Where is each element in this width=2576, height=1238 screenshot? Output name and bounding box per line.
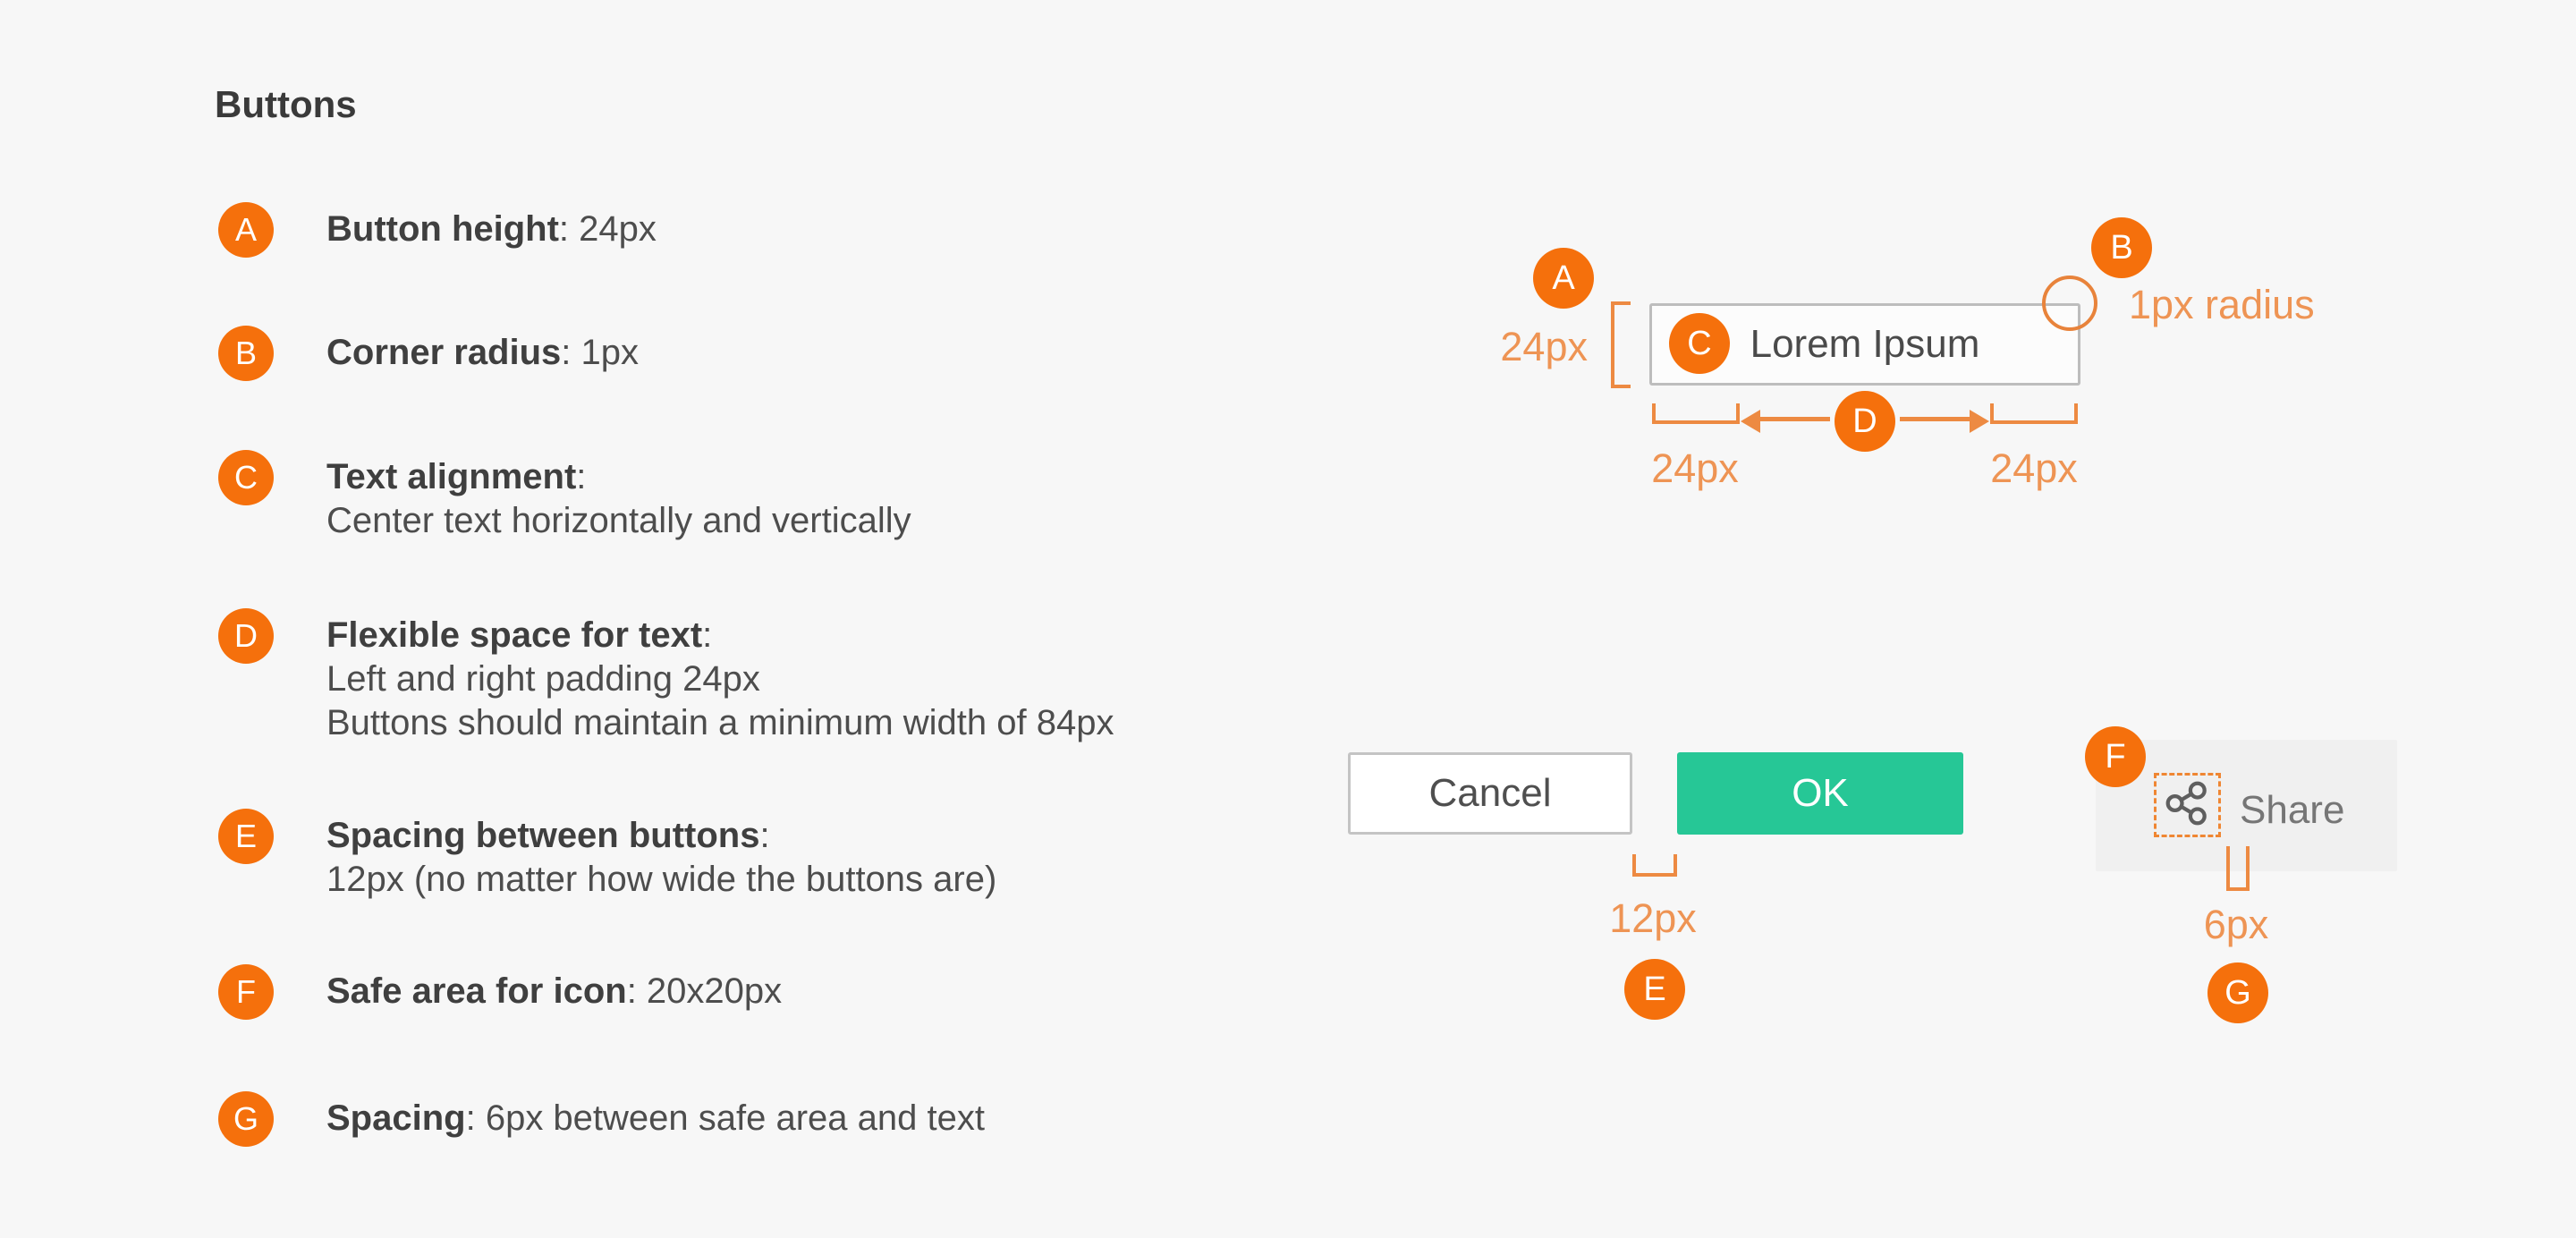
diagram-badge-b: B	[2091, 217, 2152, 278]
spec-row-f	[218, 964, 782, 1020]
right-padding-label: 24px	[1990, 445, 2078, 491]
spec-badge-g: G	[218, 1091, 274, 1147]
diagram-badge-a: A	[1533, 248, 1594, 309]
right-arrow-icon	[1970, 410, 1989, 433]
spec-line	[326, 208, 657, 251]
spec-row-c	[218, 450, 911, 543]
diagram-badge-c: C	[1669, 313, 1730, 374]
spec-badge-b: B	[218, 326, 274, 381]
spec-line: Left and right padding 24px	[326, 659, 760, 699]
cancel-button[interactable]: Cancel	[1348, 752, 1632, 835]
spec-badge-c: C	[218, 450, 274, 505]
spec-line: Buttons should maintain a minimum width of 84px	[326, 703, 1114, 742]
ok-button[interactable]: OK	[1677, 752, 1963, 835]
spec-line	[326, 614, 1114, 657]
spec-label-c: Text alignment	[326, 457, 577, 496]
spec-row-e	[218, 809, 996, 902]
spec-label-e: Spacing between buttons	[326, 816, 760, 855]
right-arrow-shaft	[1900, 417, 1970, 421]
spec-badge-f: F	[218, 964, 274, 1020]
spec-line: 12px (no matter how wide the buttons are)	[326, 860, 997, 899]
spec-badge-d: D	[218, 608, 274, 664]
icon-safe-area	[2154, 773, 2221, 837]
spec-line	[326, 814, 996, 858]
icon-text-gap-bracket	[2226, 846, 2250, 891]
share-button-label: Share	[2240, 788, 2345, 832]
spec-line	[326, 1097, 985, 1140]
right-padding-bracket	[1990, 403, 2078, 424]
icon-text-gap-label: 6px	[2203, 902, 2269, 947]
button-gap-bracket	[1632, 854, 1677, 877]
left-arrow-shaft	[1760, 417, 1830, 421]
corner-radius-circle	[2042, 276, 2097, 331]
spec-label-d: Flexible space for text	[326, 615, 703, 655]
spec-line	[326, 455, 911, 499]
spec-row-a	[218, 202, 657, 258]
diagram-badge-d: D	[1835, 391, 1895, 452]
lorem-ipsum-button[interactable]: Lorem Ipsum	[1649, 303, 2080, 386]
spec-row-d	[218, 608, 1114, 745]
button-gap-label: 12px	[1609, 895, 1697, 941]
spec-value-e: :	[759, 816, 770, 855]
left-arrow-icon	[1741, 410, 1760, 433]
spec-label-b: Corner radius	[326, 333, 562, 372]
radius-measure-label: 1px radius	[2129, 282, 2315, 327]
spec-value-b: : 1px	[561, 333, 640, 372]
left-padding-label: 24px	[1651, 445, 1739, 491]
diagram-badge-f: F	[2085, 726, 2146, 787]
spec-line: Center text horizontally and vertically	[326, 501, 911, 540]
share-icon	[2164, 779, 2212, 832]
spec-value-g: : 6px between safe area and text	[465, 1098, 985, 1138]
spec-label-g: Spacing	[326, 1098, 466, 1138]
page-title: Buttons	[215, 83, 357, 125]
left-padding-bracket	[1652, 403, 1740, 424]
spec-line	[326, 331, 639, 375]
spec-value-c: :	[576, 457, 587, 496]
spec-row-g	[218, 1091, 985, 1147]
spec-row-b	[218, 326, 639, 381]
spec-line	[326, 970, 782, 1013]
diagram-badge-e: E	[1624, 959, 1685, 1020]
height-bracket	[1611, 301, 1631, 388]
diagram-badge-g: G	[2207, 962, 2268, 1023]
spec-badge-a: A	[218, 202, 274, 258]
spec-value-d: :	[702, 615, 713, 655]
height-measure-label: 24px	[1500, 324, 1588, 369]
spec-label-f: Safe area for icon	[326, 971, 627, 1011]
spec-badge-e: E	[218, 809, 274, 864]
spec-label-a: Button height	[326, 209, 559, 249]
spec-value-a: : 24px	[558, 209, 657, 249]
spec-value-f: : 20x20px	[626, 971, 783, 1011]
